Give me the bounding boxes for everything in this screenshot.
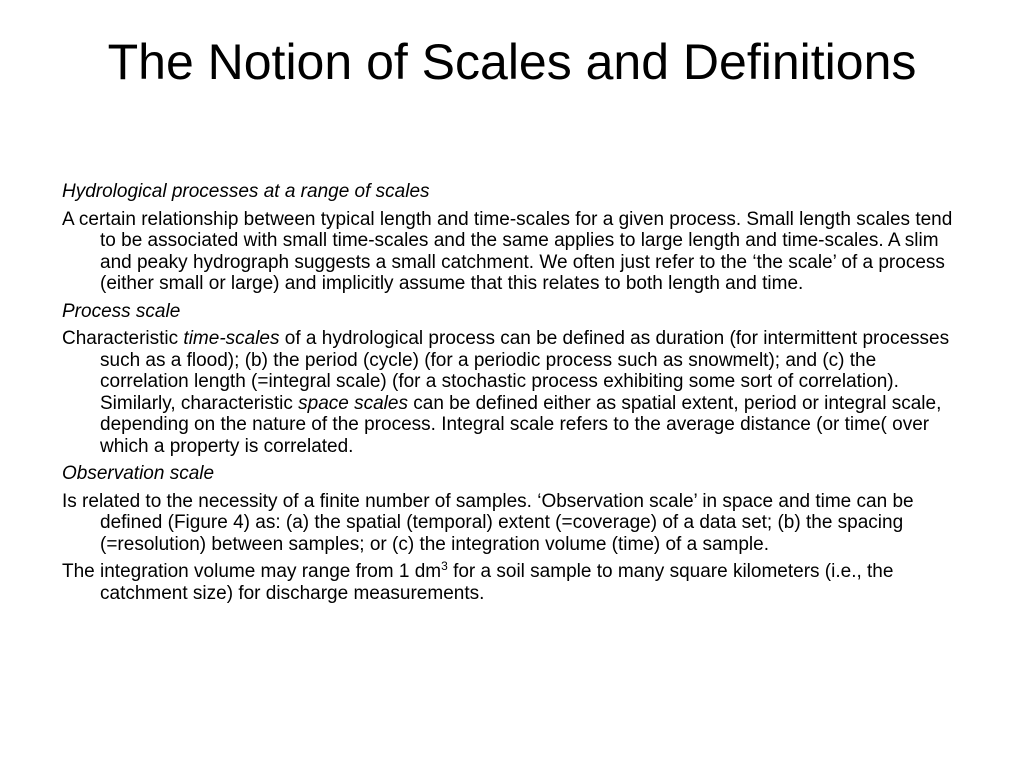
- section-heading-observation-scale: [62, 463, 966, 485]
- emphasis-time-scales: time-scales: [183, 328, 280, 349]
- heading-text: Hydrological processes at a range of scales: [62, 181, 430, 202]
- emphasis-space-scales: space scales: [298, 392, 408, 414]
- paragraph-text-part: can be defined either as spatial extent, period or integral scale, depending on the nature of the process. Integral scale refers to the average distance (or time( over which a property is correlated.: [100, 392, 942, 457]
- paragraph-process-scale: [62, 328, 966, 457]
- paragraph-text: Is related to the necessity of a finite number of samples. ‘Observation scale’ in space and time can be defined (Figure 4) as: (a) the spatial (temporal) extent (=coverage) of a data set; (b) the spacing (=resolution) between samples; or (c) the integration volume (time) of a sample.: [62, 490, 914, 555]
- paragraph-integration-volume: [62, 561, 966, 604]
- superscript-cubed: 3: [441, 559, 448, 573]
- section-heading-hydrological-processes: [62, 181, 966, 203]
- paragraph-text-part: for a soil sample to many square kilometers (i.e., the catchment size) for discharge measurements.: [100, 561, 894, 604]
- paragraph-length-time-relationship: [62, 209, 966, 295]
- heading-text: Observation scale: [62, 463, 215, 484]
- paragraph-text-part: The integration volume may range from 1 dm: [62, 561, 442, 582]
- paragraph-observation-scale: [62, 491, 966, 556]
- paragraph-text-part: of a hydrological process can be defined as duration (for intermittent processes such as a flood); (b) the period (cycle) (for a periodic process such as snowmelt); and (c) the correlation length (=integral scale) (for a stochastic process exhibiting some sort of correlation). Similarly, characteristic: [100, 328, 950, 414]
- paragraph-text: A certain relationship between typical length and time-scales for a given process. Small length scales tend to be associated with small time-scales and the same applies to large length and time-scales. A slim and peaky hydrograph suggests a small catchment. We often just refer to the ‘the scale’ of a process (either small or large) and implicitly assume that this relates to both length and time.: [62, 208, 953, 294]
- slide-body: [62, 181, 966, 610]
- paragraph-text-part: Characteristic: [62, 328, 184, 349]
- slide-title: The Notion of Scales and Definitions: [107, 34, 917, 90]
- heading-text: Process scale: [62, 300, 181, 322]
- section-heading-process-scale: [62, 301, 966, 323]
